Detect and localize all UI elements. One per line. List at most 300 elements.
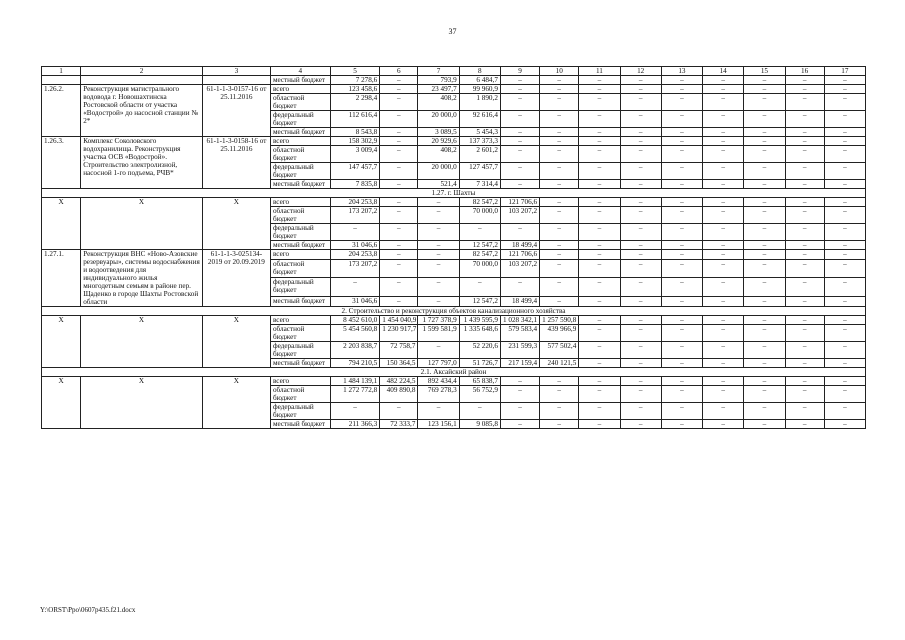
table-row xyxy=(42,76,866,85)
amount-cell: – xyxy=(785,241,824,250)
amount-cell: – xyxy=(500,85,539,94)
amount-cell: – xyxy=(824,85,865,94)
table-row xyxy=(42,85,866,94)
amount-cell: – xyxy=(579,128,620,137)
amount-cell: – xyxy=(785,297,824,307)
amount-cell: – xyxy=(579,420,620,429)
amount-cell: 521,4 xyxy=(418,180,459,189)
amount-cell: 217 159,4 xyxy=(500,359,539,368)
amount-cell: – xyxy=(380,128,418,137)
amount-cell: – xyxy=(661,316,702,325)
amount-cell: – xyxy=(785,377,824,386)
amount-cell: – xyxy=(785,250,824,260)
funding-source: федеральный бюджет xyxy=(270,342,330,359)
amount-cell: 127 457,7 xyxy=(459,163,500,180)
amount-cell: 1 230 917,7 xyxy=(380,325,418,342)
footer-file-path: Y:\ORST\Ppo\0607p435.f21.docx xyxy=(40,606,136,614)
amount-cell: – xyxy=(824,325,865,342)
amount-cell: – xyxy=(703,325,744,342)
funding-source: федеральный бюджет xyxy=(270,111,330,128)
amount-cell: – xyxy=(661,137,702,146)
amount-cell: 1 439 595,9 xyxy=(459,316,500,325)
amount-cell: 31 046,6 xyxy=(330,297,380,307)
amount-cell: – xyxy=(785,316,824,325)
amount-cell: – xyxy=(661,359,702,368)
amount-cell: – xyxy=(579,359,620,368)
amount-cell: – xyxy=(703,241,744,250)
amount-cell: 1 257 590,8 xyxy=(540,316,579,325)
amount-cell: 123 156,1 xyxy=(418,420,459,429)
amount-cell: – xyxy=(785,325,824,342)
amount-cell: – xyxy=(661,297,702,307)
amount-cell: 20 000,0 xyxy=(418,111,459,128)
amount-cell: – xyxy=(620,224,661,241)
amount-cell: – xyxy=(744,297,785,307)
amount-cell: – xyxy=(540,420,579,429)
amount-cell: – xyxy=(824,342,865,359)
amount-cell: – xyxy=(824,137,865,146)
funding-source: всего xyxy=(270,377,330,386)
amount-cell: – xyxy=(785,180,824,189)
amount-cell: 793,9 xyxy=(418,76,459,85)
amount-cell: – xyxy=(620,146,661,163)
amount-cell: – xyxy=(744,377,785,386)
item-number: 1.27.1. xyxy=(42,250,81,307)
amount-cell: – xyxy=(540,146,579,163)
amount-cell: – xyxy=(824,377,865,386)
amount-cell: – xyxy=(703,386,744,403)
amount-cell: – xyxy=(824,111,865,128)
amount-cell: – xyxy=(620,342,661,359)
amount-cell: – xyxy=(744,325,785,342)
amount-cell: 7 314,4 xyxy=(459,180,500,189)
item-number: X xyxy=(42,198,81,250)
table-row xyxy=(42,316,866,325)
header-row xyxy=(42,67,866,76)
amount-cell: 1 484 139,1 xyxy=(330,377,380,386)
amount-cell: – xyxy=(500,111,539,128)
amount-cell: – xyxy=(500,146,539,163)
amount-cell: – xyxy=(579,85,620,94)
amount-cell: – xyxy=(785,278,824,297)
amount-cell: 137 373,3 xyxy=(459,137,500,146)
amount-cell: 150 364,5 xyxy=(380,359,418,368)
amount-cell: – xyxy=(500,76,539,85)
amount-cell: – xyxy=(459,278,500,297)
amount-cell: – xyxy=(540,76,579,85)
amount-cell: – xyxy=(620,420,661,429)
amount-cell: – xyxy=(661,198,702,207)
section-title: 1.27. г. Шахты xyxy=(42,189,866,198)
funding-source: всего xyxy=(270,85,330,94)
funding-source: всего xyxy=(270,137,330,146)
amount-cell: – xyxy=(703,94,744,111)
object-name xyxy=(81,76,203,85)
amount-cell: – xyxy=(703,250,744,260)
funding-source: федеральный бюджет xyxy=(270,403,330,420)
amount-cell: – xyxy=(579,403,620,420)
amount-cell: – xyxy=(620,325,661,342)
amount-cell: – xyxy=(703,163,744,180)
amount-cell: 72 758,7 xyxy=(380,342,418,359)
amount-cell: – xyxy=(500,128,539,137)
column-number: 8 xyxy=(459,67,500,76)
section-row xyxy=(42,307,866,316)
amount-cell: 121 706,6 xyxy=(500,250,539,260)
amount-cell: 123 458,6 xyxy=(330,85,380,94)
amount-cell: – xyxy=(579,278,620,297)
amount-cell: – xyxy=(500,137,539,146)
amount-cell: – xyxy=(785,163,824,180)
funding-source: местный бюджет xyxy=(270,420,330,429)
amount-cell: – xyxy=(380,180,418,189)
funding-source: областной бюджет xyxy=(270,259,330,278)
column-number: 11 xyxy=(579,67,620,76)
object-name: Реконструкция магистрального водовода г. Новошахтинска Ростовской области от участка «Водострой» до насосной станции № 2* xyxy=(81,85,203,137)
budget-table xyxy=(41,66,866,429)
amount-cell: – xyxy=(703,128,744,137)
amount-cell: – xyxy=(540,259,579,278)
column-number: 10 xyxy=(540,67,579,76)
amount-cell: – xyxy=(620,278,661,297)
section-row xyxy=(42,189,866,198)
amount-cell: – xyxy=(620,111,661,128)
item-number xyxy=(42,76,81,85)
amount-cell: 8 452 610,0 xyxy=(330,316,380,325)
amount-cell: – xyxy=(380,94,418,111)
amount-cell: – xyxy=(540,128,579,137)
amount-cell: – xyxy=(703,85,744,94)
amount-cell: 3 089,5 xyxy=(418,128,459,137)
amount-cell: – xyxy=(661,259,702,278)
amount-cell: 12 547,2 xyxy=(459,297,500,307)
amount-cell: – xyxy=(744,359,785,368)
amount-cell: 408,2 xyxy=(418,94,459,111)
amount-cell: – xyxy=(703,146,744,163)
amount-cell: – xyxy=(744,386,785,403)
amount-cell: – xyxy=(579,146,620,163)
column-number: 15 xyxy=(744,67,785,76)
amount-cell: 409 890,8 xyxy=(380,386,418,403)
amount-cell: – xyxy=(418,278,459,297)
amount-cell: 2 601,2 xyxy=(459,146,500,163)
amount-cell: – xyxy=(540,94,579,111)
amount-cell: 1 272 772,8 xyxy=(330,386,380,403)
amount-cell: – xyxy=(661,342,702,359)
amount-cell: – xyxy=(540,198,579,207)
amount-cell: – xyxy=(330,224,380,241)
amount-cell: – xyxy=(703,377,744,386)
amount-cell: – xyxy=(380,224,418,241)
object-name: X xyxy=(81,377,203,429)
amount-cell: – xyxy=(418,297,459,307)
amount-cell: 5 454 560,8 xyxy=(330,325,380,342)
amount-cell: – xyxy=(661,111,702,128)
amount-cell: – xyxy=(661,163,702,180)
amount-cell: 439 966,9 xyxy=(540,325,579,342)
amount-cell: – xyxy=(540,85,579,94)
amount-cell: – xyxy=(744,342,785,359)
table-row xyxy=(42,377,866,386)
amount-cell: – xyxy=(540,278,579,297)
amount-cell: – xyxy=(824,386,865,403)
item-number: X xyxy=(42,377,81,429)
amount-cell: 231 599,3 xyxy=(500,342,539,359)
amount-cell: – xyxy=(661,180,702,189)
amount-cell: 31 046,6 xyxy=(330,241,380,250)
amount-cell: – xyxy=(540,377,579,386)
amount-cell: 7 278,6 xyxy=(330,76,380,85)
column-number: 14 xyxy=(703,67,744,76)
amount-cell: 204 253,8 xyxy=(330,198,380,207)
amount-cell: – xyxy=(620,377,661,386)
amount-cell: – xyxy=(579,180,620,189)
amount-cell: – xyxy=(620,94,661,111)
funding-source: областной бюджет xyxy=(270,325,330,342)
amount-cell: 103 207,2 xyxy=(500,207,539,224)
amount-cell: – xyxy=(620,180,661,189)
amount-cell: 408,2 xyxy=(418,146,459,163)
amount-cell: – xyxy=(744,94,785,111)
amount-cell: – xyxy=(579,297,620,307)
amount-cell: – xyxy=(744,85,785,94)
object-name: X xyxy=(81,316,203,368)
amount-cell: – xyxy=(620,359,661,368)
amount-cell: – xyxy=(703,259,744,278)
amount-cell: – xyxy=(500,420,539,429)
amount-cell: 127 797,0 xyxy=(418,359,459,368)
amount-cell: – xyxy=(785,137,824,146)
amount-cell: 103 207,2 xyxy=(500,259,539,278)
amount-cell: – xyxy=(380,259,418,278)
amount-cell: – xyxy=(418,342,459,359)
amount-cell: 892 434,4 xyxy=(418,377,459,386)
amount-cell: – xyxy=(330,403,380,420)
amount-cell: – xyxy=(540,250,579,260)
amount-cell: – xyxy=(620,137,661,146)
amount-cell: – xyxy=(744,224,785,241)
amount-cell: – xyxy=(785,76,824,85)
amount-cell: – xyxy=(500,386,539,403)
amount-cell: – xyxy=(785,207,824,224)
amount-cell: 92 616,4 xyxy=(459,111,500,128)
amount-cell: – xyxy=(459,224,500,241)
amount-cell: 173 207,2 xyxy=(330,259,380,278)
amount-cell: – xyxy=(824,316,865,325)
amount-cell: – xyxy=(579,241,620,250)
amount-cell: – xyxy=(661,94,702,111)
amount-cell: – xyxy=(380,85,418,94)
amount-cell: 794 210,5 xyxy=(330,359,380,368)
table-row xyxy=(42,198,866,207)
amount-cell: 2 203 838,7 xyxy=(330,342,380,359)
amount-cell: – xyxy=(540,224,579,241)
page-number: 37 xyxy=(448,27,457,36)
amount-cell: 51 726,7 xyxy=(459,359,500,368)
amount-cell: – xyxy=(620,259,661,278)
amount-cell: 23 497,7 xyxy=(418,85,459,94)
amount-cell: – xyxy=(661,85,702,94)
amount-cell: – xyxy=(459,403,500,420)
amount-cell: – xyxy=(785,85,824,94)
funding-source: местный бюджет xyxy=(270,359,330,368)
amount-cell: – xyxy=(703,76,744,85)
amount-cell: – xyxy=(661,403,702,420)
column-number: 4 xyxy=(270,67,330,76)
amount-cell: – xyxy=(785,94,824,111)
amount-cell: 9 085,8 xyxy=(459,420,500,429)
column-number: 3 xyxy=(202,67,270,76)
amount-cell: – xyxy=(785,403,824,420)
amount-cell: – xyxy=(824,224,865,241)
amount-cell: – xyxy=(744,420,785,429)
amount-cell: – xyxy=(620,241,661,250)
amount-cell: – xyxy=(579,163,620,180)
amount-cell: 121 706,6 xyxy=(500,198,539,207)
amount-cell: – xyxy=(579,137,620,146)
amount-cell: – xyxy=(620,297,661,307)
amount-cell: – xyxy=(824,146,865,163)
funding-source: местный бюджет xyxy=(270,128,330,137)
amount-cell: – xyxy=(579,316,620,325)
amount-cell: – xyxy=(744,207,785,224)
amount-cell: – xyxy=(500,278,539,297)
amount-cell: – xyxy=(785,420,824,429)
amount-cell: 18 499,4 xyxy=(500,297,539,307)
amount-cell: 56 752,9 xyxy=(459,386,500,403)
amount-cell: – xyxy=(418,250,459,260)
expertise-number: 61-1-1-3-0157-16 от 25.11.2016 xyxy=(202,85,270,137)
amount-cell: 3 009,4 xyxy=(330,146,380,163)
amount-cell: – xyxy=(744,76,785,85)
amount-cell: 5 454,3 xyxy=(459,128,500,137)
amount-cell: – xyxy=(418,241,459,250)
amount-cell: 82 547,2 xyxy=(459,250,500,260)
amount-cell: 72 333,7 xyxy=(380,420,418,429)
amount-cell: – xyxy=(620,207,661,224)
amount-cell: 99 960,9 xyxy=(459,85,500,94)
amount-cell: – xyxy=(579,76,620,85)
amount-cell: – xyxy=(418,198,459,207)
amount-cell: – xyxy=(744,278,785,297)
amount-cell: 482 224,5 xyxy=(380,377,418,386)
amount-cell: 204 253,8 xyxy=(330,250,380,260)
section-title: 2. Строительство и реконструкция объектов канализационного хозяйства xyxy=(42,307,866,316)
section-row xyxy=(42,368,866,377)
amount-cell: – xyxy=(824,250,865,260)
column-number: 6 xyxy=(380,67,418,76)
amount-cell: 1 599 581,9 xyxy=(418,325,459,342)
amount-cell: 1 454 040,9 xyxy=(380,316,418,325)
amount-cell: 65 838,7 xyxy=(459,377,500,386)
object-name: X xyxy=(81,198,203,250)
amount-cell: – xyxy=(380,297,418,307)
amount-cell: – xyxy=(824,128,865,137)
amount-cell: – xyxy=(661,207,702,224)
amount-cell: 18 499,4 xyxy=(500,241,539,250)
object-name: Реконструкция ВНС «Ново-Азовские резервуары», системы водоснабжения и водоотведения для индивидуального жилья многодетным семьям в районе пер. Щаденко в городе Шахты Ростовской области xyxy=(81,250,203,307)
amount-cell: – xyxy=(744,250,785,260)
amount-cell: – xyxy=(824,259,865,278)
amount-cell: 7 835,8 xyxy=(330,180,380,189)
expertise-number: X xyxy=(202,377,270,429)
funding-source: местный бюджет xyxy=(270,241,330,250)
amount-cell: 1 335 648,6 xyxy=(459,325,500,342)
amount-cell: – xyxy=(703,342,744,359)
amount-cell: – xyxy=(620,250,661,260)
amount-cell: 52 220,6 xyxy=(459,342,500,359)
amount-cell: 8 543,8 xyxy=(330,128,380,137)
amount-cell: – xyxy=(744,180,785,189)
amount-cell: – xyxy=(579,386,620,403)
amount-cell: – xyxy=(380,241,418,250)
amount-cell: – xyxy=(824,403,865,420)
amount-cell: – xyxy=(380,137,418,146)
amount-cell: – xyxy=(824,198,865,207)
amount-cell: – xyxy=(785,342,824,359)
amount-cell: – xyxy=(579,259,620,278)
column-number: 9 xyxy=(500,67,539,76)
amount-cell: – xyxy=(703,403,744,420)
amount-cell: – xyxy=(744,259,785,278)
amount-cell: – xyxy=(744,137,785,146)
amount-cell: – xyxy=(418,207,459,224)
amount-cell: – xyxy=(380,250,418,260)
amount-cell: – xyxy=(380,198,418,207)
amount-cell: 147 457,7 xyxy=(330,163,380,180)
amount-cell: – xyxy=(661,420,702,429)
amount-cell: 577 502,4 xyxy=(540,342,579,359)
funding-source: всего xyxy=(270,198,330,207)
amount-cell: – xyxy=(540,241,579,250)
amount-cell: – xyxy=(744,198,785,207)
column-number: 17 xyxy=(824,67,865,76)
amount-cell: 20 000,0 xyxy=(418,163,459,180)
funding-source: местный бюджет xyxy=(270,76,330,85)
amount-cell: – xyxy=(824,207,865,224)
funding-source: областной бюджет xyxy=(270,146,330,163)
funding-source: всего xyxy=(270,316,330,325)
expertise-number: 61-1-1-3-0158-16 от 25.11.2016 xyxy=(202,137,270,189)
amount-cell: – xyxy=(540,207,579,224)
amount-cell: – xyxy=(380,163,418,180)
amount-cell: – xyxy=(620,85,661,94)
amount-cell: – xyxy=(703,180,744,189)
amount-cell: – xyxy=(661,325,702,342)
amount-cell: – xyxy=(540,386,579,403)
amount-cell: 1 890,2 xyxy=(459,94,500,111)
amount-cell: – xyxy=(703,111,744,128)
expertise-number: X xyxy=(202,316,270,368)
amount-cell: – xyxy=(824,163,865,180)
amount-cell: – xyxy=(579,111,620,128)
amount-cell: – xyxy=(661,278,702,297)
amount-cell: – xyxy=(620,198,661,207)
funding-source: местный бюджет xyxy=(270,180,330,189)
expertise-number: 61-1-1-3-025134-2019 от 20.09.2019 xyxy=(202,250,270,307)
funding-source: федеральный бюджет xyxy=(270,224,330,241)
amount-cell: – xyxy=(661,128,702,137)
amount-cell: – xyxy=(620,163,661,180)
amount-cell: – xyxy=(824,420,865,429)
amount-cell: – xyxy=(785,224,824,241)
amount-cell: – xyxy=(579,94,620,111)
expertise-number: X xyxy=(202,198,270,250)
column-number: 7 xyxy=(418,67,459,76)
funding-source: всего xyxy=(270,250,330,260)
amount-cell: – xyxy=(661,224,702,241)
amount-cell: – xyxy=(661,250,702,260)
